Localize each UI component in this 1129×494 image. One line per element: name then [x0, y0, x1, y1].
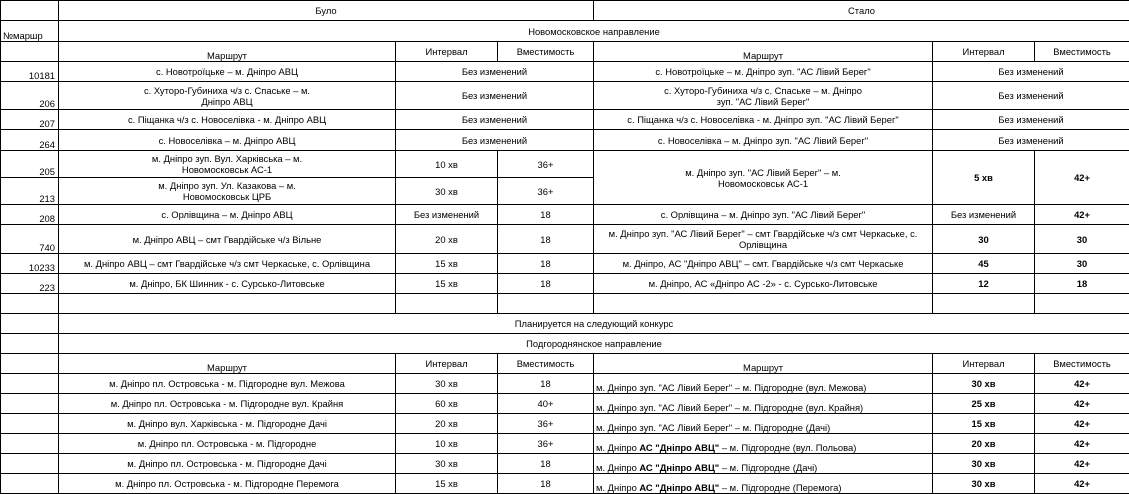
new-interval: 15 хв [933, 414, 1035, 434]
old-route: с. Хуторо-Губиниха ч/з с. Спаське – м. Дніпро АВЦ [59, 82, 396, 110]
new-interval: 12 [933, 274, 1035, 294]
route-number: 10233 [1, 254, 59, 274]
new-route [594, 414, 933, 434]
col-capacity-new: Вместимость [1035, 354, 1129, 374]
old-route: м. Дніпро вул. Харківська - м. Підгородне Дачі [59, 414, 396, 434]
new-capacity-merged: 42+ [1035, 151, 1129, 205]
old-route: м. Дніпро пл. Островська - м. Підгородне Перемога [59, 474, 396, 494]
new-route-merged: м. Дніпро зуп. "АС Лівий Берег" – м. Новомосковськ АС-1 [594, 151, 933, 205]
table-row [1, 82, 1129, 110]
empty-cell [1035, 294, 1129, 314]
table-row [1, 374, 1129, 394]
old-capacity: 18 [498, 274, 594, 294]
col-route: Маршрут [59, 354, 396, 374]
route-number: 207 [1, 110, 59, 130]
new-route-text: – м. Підгородне (Дачі) [719, 462, 817, 473]
empty-cell [59, 294, 396, 314]
col-capacity: Вместимость [498, 354, 594, 374]
new-interval: 30 [933, 225, 1035, 254]
new-no-changes: Без изменений [933, 110, 1129, 130]
new-interval: 30 хв [933, 374, 1035, 394]
empty-cell [1, 314, 59, 334]
new-route-text: – м. Підгородне (Перемога) [719, 482, 841, 493]
new-capacity: 18 [1035, 274, 1129, 294]
old-route: с. Новоселівка – м. Дніпро АВЦ [59, 130, 396, 151]
table-row [1, 274, 1129, 294]
route-num-header: №маршр [1, 21, 59, 42]
empty-cell [1, 42, 59, 62]
table-row [1, 254, 1129, 274]
new-interval: 30 хв [933, 454, 1035, 474]
old-capacity: 18 [498, 254, 594, 274]
old-capacity: 18 [498, 474, 594, 494]
route-number: 206 [1, 82, 59, 110]
new-interval: 20 хв [933, 434, 1035, 454]
old-interval: 15 хв [396, 474, 498, 494]
table-row [1, 151, 1129, 178]
new-interval: 25 хв [933, 394, 1035, 414]
column-header-row [1, 42, 1129, 62]
old-route: м. Дніпро АВЦ – смт Гвардійське ч/з смт Черкаське, с. Орлівщина [59, 254, 396, 274]
new-capacity: 30 [1035, 225, 1129, 254]
header-row [1, 1, 1129, 21]
empty-cell [396, 294, 498, 314]
old-capacity: 36+ [498, 434, 594, 454]
new-capacity: 42+ [1035, 205, 1129, 225]
route-number: 223 [1, 274, 59, 294]
col-interval: Интервал [396, 354, 498, 374]
column-header-row [1, 354, 1129, 374]
table-row [1, 110, 1129, 130]
old-capacity: 18 [498, 205, 594, 225]
old-interval: 30 хв [396, 374, 498, 394]
old-interval: Без изменений [396, 205, 498, 225]
route-number: 264 [1, 130, 59, 151]
new-route [594, 394, 933, 414]
novomoskovsk-title: Новомосковское направление [59, 21, 1129, 42]
old-interval: 30 хв [396, 454, 498, 474]
table-row [1, 454, 1129, 474]
new-route-prefix: м. Дніпро [596, 482, 639, 493]
new-route-bold: АС "Дніпро АВЦ" [639, 442, 719, 453]
old-interval: 60 хв [396, 394, 498, 414]
new-route: м. Дніпро зуп. "АС Лівий Берег" – смт Гвардійське ч/з смт Черкаське, с. Орлівщина [594, 225, 933, 254]
new-no-changes: Без изменений [933, 130, 1129, 151]
old-route: м. Дніпро пл. Островська - м. Підгородне Дачі [59, 454, 396, 474]
table-row [1, 225, 1129, 254]
old-route: м. Дніпро зуп. Вул. Харківська – м. Новомосковськ АС-1 [59, 151, 396, 178]
old-capacity: 36+ [498, 414, 594, 434]
col-route: Маршрут [59, 42, 396, 62]
new-interval: 30 хв [933, 474, 1035, 494]
old-route: м. Дніпро пл. Островська - м. Підгородне вул. Межова [59, 374, 396, 394]
section-title-row [1, 334, 1129, 354]
bulo-header: Було [59, 1, 594, 21]
pidgorodne-title: Подгороднянское направление [59, 334, 1129, 354]
old-interval: 10 хв [396, 434, 498, 454]
new-route [594, 374, 933, 394]
table-row [1, 130, 1129, 151]
empty-cell [1, 394, 59, 414]
new-capacity: 42+ [1035, 474, 1129, 494]
empty-row [1, 294, 1129, 314]
route-number: 205 [1, 151, 59, 178]
planned-row [1, 314, 1129, 334]
section-title-row [1, 21, 1129, 42]
table-row [1, 434, 1129, 454]
empty-cell [1, 414, 59, 434]
old-route: с. Орлівщина – м. Дніпро АВЦ [59, 205, 396, 225]
col-route-new: Маршрут [594, 354, 933, 374]
old-capacity: 36+ [498, 178, 594, 205]
old-route: м. Дніпро зуп. Ул. Казакова – м. Новомосковськ ЦРБ [59, 178, 396, 205]
empty-cell [1, 454, 59, 474]
old-route: м. Дніпро пл. Островська - м. Підгородне вул. Крайня [59, 394, 396, 414]
new-route: м. Дніпро, АС "Дніпро АВЦ" – смт. Гвардійське ч/з смт Черкаське [594, 254, 933, 274]
old-route: м. Дніпро пл. Островська - м. Підгородне [59, 434, 396, 454]
old-route: м. Дніпро АВЦ – смт Гвардійське ч/з Вільне [59, 225, 396, 254]
col-interval: Интервал [396, 42, 498, 62]
new-interval-merged: 5 хв [933, 151, 1035, 205]
old-route: м. Дніпро, БК Шинник - с. Сурсько-Литовське [59, 274, 396, 294]
col-interval-new: Интервал [933, 42, 1035, 62]
new-interval: 45 [933, 254, 1035, 274]
old-interval: 20 хв [396, 225, 498, 254]
new-no-changes: Без изменений [933, 82, 1129, 110]
old-no-changes: Без изменений [396, 130, 594, 151]
route-number: 10181 [1, 62, 59, 82]
old-route: с. Новотроїцьке – м. Дніпро АВЦ [59, 62, 396, 82]
new-route-text: м. Дніпро зуп. "АС Лівий Берег" – м. Підгородне (вул. Крайня) [596, 402, 863, 413]
new-capacity: 42+ [1035, 374, 1129, 394]
table-row [1, 474, 1129, 494]
old-capacity: 40+ [498, 394, 594, 414]
old-capacity: 18 [498, 454, 594, 474]
table-row [1, 414, 1129, 434]
col-route-new: Маршрут [594, 42, 933, 62]
col-interval-new: Интервал [933, 354, 1035, 374]
empty-cell [1, 354, 59, 374]
old-capacity: 36+ [498, 151, 594, 178]
col-capacity: Вместимость [498, 42, 594, 62]
empty-cell [1, 474, 59, 494]
stalo-header: Стало [594, 1, 1129, 21]
new-route: с. Орлівщина – м. Дніпро зуп. "АС Лівий Берег" [594, 205, 933, 225]
new-no-changes: Без изменений [933, 62, 1129, 82]
new-capacity: 42+ [1035, 434, 1129, 454]
table-row [1, 62, 1129, 82]
new-route-text: – м. Підгородне (вул. Польова) [719, 442, 856, 453]
empty-cell [933, 294, 1035, 314]
new-route [594, 434, 933, 454]
old-interval: 10 хв [396, 151, 498, 178]
route-number: 208 [1, 205, 59, 225]
new-route-text: м. Дніпро зуп. "АС Лівий Берег" – м. Підгородне (Дачі) [596, 422, 830, 433]
old-route: с. Піщанка ч/з с. Новоселівка - м. Дніпро АВЦ [59, 110, 396, 130]
old-interval: 15 хв [396, 254, 498, 274]
new-route [594, 454, 933, 474]
empty-cell [1, 334, 59, 354]
old-no-changes: Без изменений [396, 62, 594, 82]
new-route: с. Піщанка ч/з с. Новоселівка - м. Дніпро зуп. "АС Лівий Берег" [594, 110, 933, 130]
planned-note: Планируется на следующий конкурс [59, 314, 1129, 334]
corner-cell [1, 1, 59, 21]
old-interval: 20 хв [396, 414, 498, 434]
new-route-prefix: м. Дніпро [596, 442, 639, 453]
empty-cell [1, 294, 59, 314]
new-route: с. Новотроїцьке – м. Дніпро зуп. "АС Лівий Берег" [594, 62, 933, 82]
new-route: м. Дніпро, АС «Дніпро АС -2» - с. Сурсько-Литовське [594, 274, 933, 294]
empty-cell [1, 434, 59, 454]
new-capacity: 30 [1035, 254, 1129, 274]
new-interval: Без изменений [933, 205, 1035, 225]
new-capacity: 42+ [1035, 394, 1129, 414]
old-no-changes: Без изменений [396, 110, 594, 130]
old-capacity: 18 [498, 374, 594, 394]
new-route-bold: АС "Дніпро АВЦ" [639, 482, 719, 493]
empty-cell [594, 294, 933, 314]
old-interval: 30 хв [396, 178, 498, 205]
route-number: 740 [1, 225, 59, 254]
old-no-changes: Без изменений [396, 82, 594, 110]
new-route [594, 474, 933, 494]
route-number: 213 [1, 178, 59, 205]
old-capacity: 18 [498, 225, 594, 254]
table-row [1, 394, 1129, 414]
table-row [1, 205, 1129, 225]
new-capacity: 42+ [1035, 414, 1129, 434]
empty-cell [1, 374, 59, 394]
col-capacity-new: Вместимость [1035, 42, 1129, 62]
new-route-bold: АС "Дніпро АВЦ" [639, 462, 719, 473]
new-route: с. Хуторо-Губиниха ч/з с. Спаське – м. Дніпро зуп. "АС Лівий Берег" [594, 82, 933, 110]
empty-cell [498, 294, 594, 314]
new-route-prefix: м. Дніпро [596, 462, 639, 473]
new-route-text: м. Дніпро зуп. "АС Лівий Берег" – м. Підгородне (вул. Межова) [596, 382, 866, 393]
old-interval: 15 хв [396, 274, 498, 294]
new-capacity: 42+ [1035, 454, 1129, 474]
new-route: с. Новоселівка – м. Дніпро зуп. "АС Лівий Берег" [594, 130, 933, 151]
